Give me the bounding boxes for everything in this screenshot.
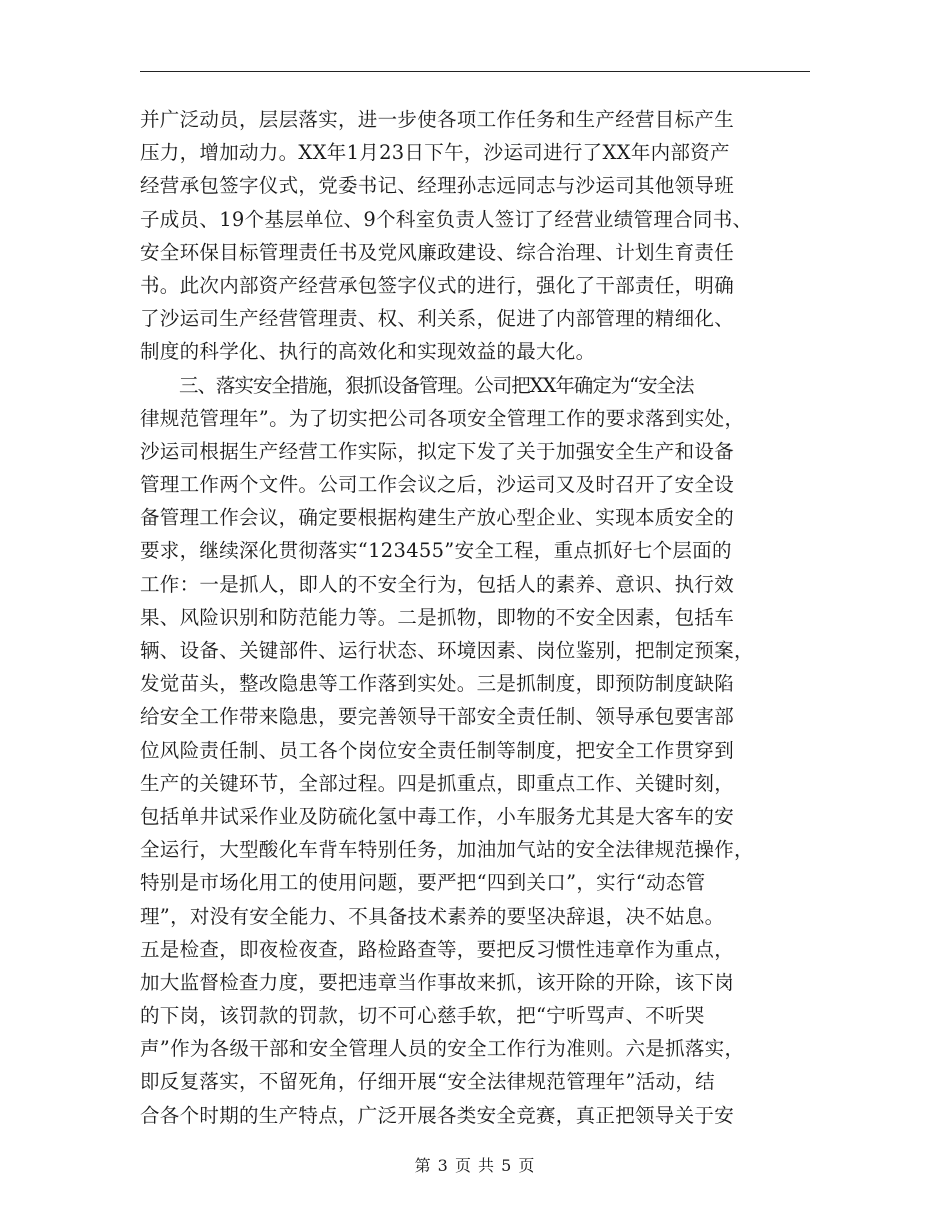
document-body <box>140 103 810 1132</box>
text-line: 并广泛动员，层层落实，进一步使各项工作任务和生产经营目标产生 <box>140 108 735 131</box>
text-line: 全运行，大型酸化车背车特别任务，加油加气站的安全法律规范操作， <box>140 838 754 862</box>
text-line: 给安全工作带来隐患，要完善领导干部安全责任制、领导承包要害部 <box>140 705 735 729</box>
text-line: 制度的科学化、执行的高效化和实现效益的最大化。 <box>140 340 596 364</box>
text-line: 声”作为各级干部和安全管理人员的安全工作行为准则。六是抓落实， <box>140 1037 745 1061</box>
text-line: 安全环保目标管理责任书及党风廉政建设、综合治理、计划生育责任 <box>140 240 735 264</box>
text-line: 沙运司根据生产经营工作实际，拟定下发了关于加强安全生产和设备 <box>140 439 735 463</box>
text-line: 子成员、19个基层单位、9个科室负责人签订了经营业绩管理合同书、 <box>140 207 753 231</box>
text-line: 书。此次内部资产经营承包签字仪式的进行，强化了干部责任，明确 <box>140 273 735 297</box>
text-line: 位风险责任制、员工各个岗位安全责任制等制度，把安全工作贯穿到 <box>140 738 735 762</box>
text-line: 生产的关键环节，全部过程。四是抓重点，即重点工作、关键时刻， <box>140 771 735 795</box>
text-line: 特别是市场化用工的使用问题，要严把“四到关口”，实行“动态管 <box>140 871 706 895</box>
text-line: 即反复落实，不留死角，仔细开展“安全法律规范管理年”活动，结 <box>140 1070 715 1094</box>
text-line: 三、落实安全措施，狠抓设备管理。公司把XX年确定为“安全法 <box>179 373 694 397</box>
text-line: 律规范管理年”。为了切实把公司各项安全管理工作的要求落到实处， <box>140 406 745 430</box>
text-line: 辆、设备、关键部件、运行状态、环境因素、岗位鉴别，把制定预案， <box>140 639 754 662</box>
header-rule <box>140 71 810 72</box>
text-line: 经营承包签字仪式，党委书记、经理孙志远同志与沙运司其他领导班 <box>140 174 735 198</box>
text-line: 工作：一是抓人，即人的不安全行为，包括人的素养、意识、执行效 <box>140 572 735 596</box>
text-line: 了沙运司生产经营管理责、权、利关系，促进了内部管理的精细化、 <box>140 307 735 331</box>
text-line: 理”，对没有安全能力、不具备技术素养的要坚决辞退，决不姑息。 <box>140 904 725 928</box>
page-footer: 第 3 页 共 5 页 <box>414 1156 536 1175</box>
text-line: 管理工作两个文件。公司工作会议之后，沙运司又及时召开了安全设 <box>140 473 735 497</box>
text-line: 合各个时期的生产特点，广泛开展各类安全竞赛，真正把领导关于安 <box>140 1103 735 1127</box>
text-line: 果、风险识别和防范能力等。二是抓物，即物的不安全因素，包括车 <box>140 605 735 629</box>
text-line: 压力，增加动力。XX年1月23日下午，沙运司进行了XX年内部资产 <box>140 141 730 165</box>
text-line: 包括单井试采作业及防硫化氢中毒工作，小车服务尤其是大客车的安 <box>140 804 735 828</box>
text-line: 的下岗，该罚款的罚款，切不可心慈手软，把“宁听骂声、不听哭 <box>140 1004 705 1028</box>
text-line: 要求，继续深化贯彻落实“123455”安全工程，重点抓好七个层面的 <box>140 539 732 563</box>
text-line: 加大监督检查力度，要把违章当作事故来抓，该开除的开除，该下岗 <box>140 970 735 994</box>
text-line: 发觉苗头，整改隐患等工作落到实处。三是抓制度，即预防制度缺陷 <box>140 672 735 696</box>
text-line: 备管理工作会议，确定要根据构建生产放心型企业、实现本质安全的 <box>140 506 735 530</box>
text-line: 五是检查，即夜检夜查，路检路查等，要把反习惯性违章作为重点， <box>140 937 735 961</box>
